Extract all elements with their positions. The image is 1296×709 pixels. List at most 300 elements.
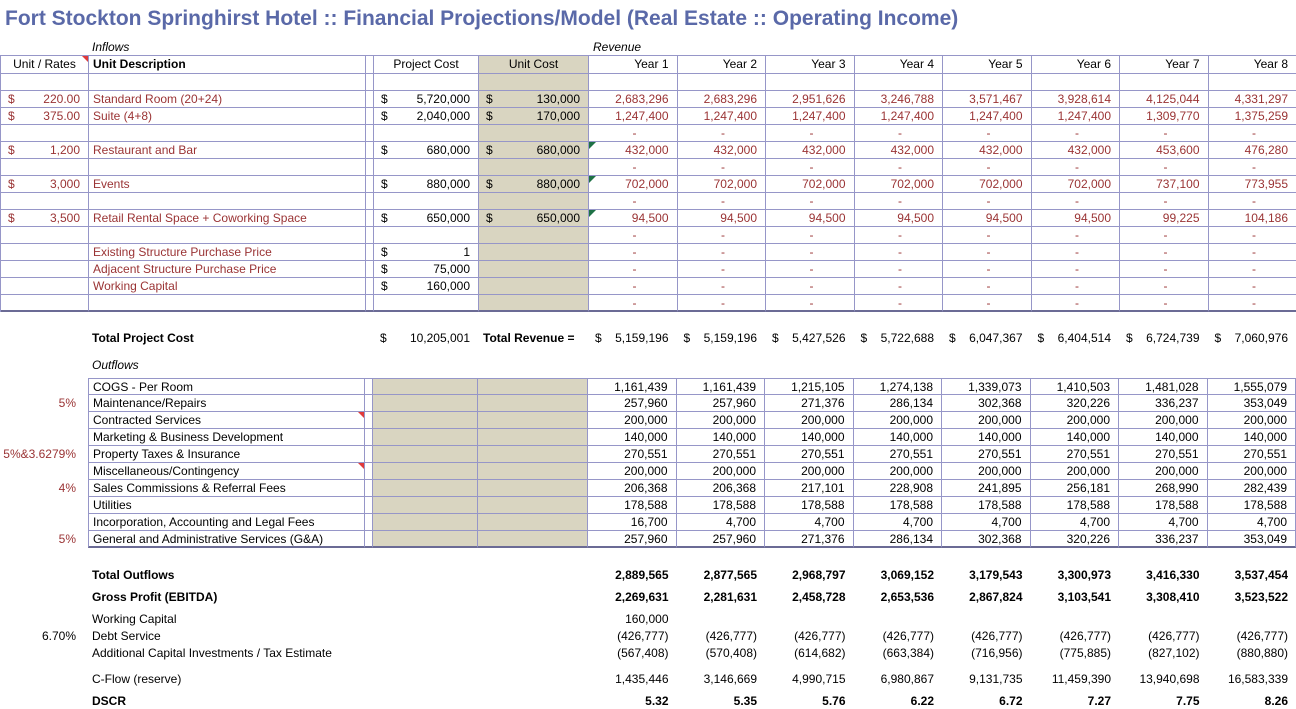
summary-value-cell[interactable]: (827,102) xyxy=(1148,646,1200,660)
year-revenue-cell[interactable] xyxy=(766,91,855,108)
summary-value-cell[interactable]: (880,880) xyxy=(1236,646,1288,660)
unit-rate-cell[interactable] xyxy=(1,227,89,244)
summary-value-cell[interactable]: 6,980,867 xyxy=(880,672,934,686)
year-outflow-cell[interactable]: 1,410,503 xyxy=(1031,378,1120,395)
year-revenue-cell[interactable] xyxy=(1120,142,1209,159)
header-year-cell[interactable]: Year 5 xyxy=(943,56,1032,74)
year-revenue-cell[interactable] xyxy=(943,227,1032,244)
outflow-description-cell[interactable] xyxy=(88,531,365,548)
year-revenue-cell[interactable] xyxy=(855,74,944,91)
year-outflow-cell[interactable]: 282,439 xyxy=(1208,480,1296,497)
summary-value-cell[interactable]: 2,458,728 xyxy=(792,590,846,604)
year-revenue-cell[interactable] xyxy=(678,91,767,108)
unit-rate-cell[interactable] xyxy=(1,210,89,227)
year-revenue-cell[interactable] xyxy=(943,108,1032,125)
year-revenue-cell[interactable] xyxy=(943,74,1032,91)
year-outflow-cell[interactable]: 217,101 xyxy=(765,480,854,497)
year-outflow-cell[interactable]: 228,908 xyxy=(854,480,943,497)
year-outflow-cell[interactable]: 270,551 xyxy=(677,446,766,463)
outflow-description-cell[interactable] xyxy=(88,412,365,429)
unit-rate-cell[interactable] xyxy=(1,108,89,125)
year-revenue-cell[interactable] xyxy=(855,176,944,193)
year-revenue-cell[interactable] xyxy=(678,193,767,210)
year-revenue-cell[interactable] xyxy=(855,261,944,278)
total-revenue-cell[interactable] xyxy=(1031,330,1120,347)
summary-value-cell[interactable]: (426,777) xyxy=(617,629,669,643)
year-revenue-cell[interactable] xyxy=(766,125,855,142)
outflow-description-cell[interactable] xyxy=(88,514,365,531)
summary-value-cell[interactable]: 3,179,543 xyxy=(969,568,1023,582)
unit-rate-cell[interactable] xyxy=(1,261,89,278)
year-outflow-cell[interactable]: 200,000 xyxy=(1208,412,1296,429)
total-revenue-cell[interactable] xyxy=(765,330,854,347)
summary-value-cell[interactable]: 2,867,824 xyxy=(969,590,1023,604)
year-revenue-cell[interactable] xyxy=(678,176,767,193)
year-outflow-cell[interactable]: 178,588 xyxy=(854,497,943,514)
year-revenue-cell[interactable] xyxy=(1032,125,1121,142)
summary-value-cell[interactable]: 7.27 xyxy=(1087,694,1111,708)
year-outflow-cell[interactable]: 241,895 xyxy=(942,480,1031,497)
unit-description-cell[interactable] xyxy=(89,125,366,142)
project-cost-cell[interactable] xyxy=(374,244,479,261)
summary-value-cell[interactable]: (426,777) xyxy=(794,629,846,643)
year-revenue-cell[interactable] xyxy=(943,91,1032,108)
summary-value-cell[interactable]: (426,777) xyxy=(1236,629,1288,643)
summary-value-cell[interactable]: 3,308,410 xyxy=(1146,590,1200,604)
unit-rate-cell[interactable] xyxy=(1,244,89,261)
year-outflow-cell[interactable]: 200,000 xyxy=(765,463,854,480)
year-revenue-cell[interactable] xyxy=(766,227,855,244)
year-outflow-cell[interactable]: 4,700 xyxy=(1119,514,1208,531)
year-revenue-cell[interactable] xyxy=(589,261,678,278)
summary-value-cell[interactable]: 6.22 xyxy=(910,694,934,708)
year-revenue-cell[interactable] xyxy=(855,193,944,210)
header-project-cost-cell[interactable]: Project Cost xyxy=(374,56,479,74)
header-unit-cost-cell[interactable]: Unit Cost xyxy=(479,56,589,74)
year-outflow-cell[interactable]: 200,000 xyxy=(677,412,766,429)
project-cost-cell[interactable] xyxy=(374,74,479,91)
year-outflow-cell[interactable]: 178,588 xyxy=(1119,497,1208,514)
project-cost-cell[interactable] xyxy=(374,278,479,295)
outflow-description-cell[interactable] xyxy=(88,446,365,463)
year-revenue-cell[interactable] xyxy=(855,108,944,125)
year-outflow-cell[interactable]: 268,990 xyxy=(1119,480,1208,497)
year-outflow-cell[interactable]: 353,049 xyxy=(1208,531,1296,548)
year-revenue-cell[interactable] xyxy=(855,125,944,142)
summary-label-cell[interactable]: Additional Capital Investments / Tax Estimate xyxy=(92,646,332,660)
year-revenue-cell[interactable] xyxy=(766,176,855,193)
summary-value-cell[interactable]: (426,777) xyxy=(971,629,1023,643)
unit-cost-cell[interactable] xyxy=(478,514,588,531)
year-revenue-cell[interactable] xyxy=(1120,295,1209,312)
unit-cost-cell[interactable] xyxy=(478,446,588,463)
year-revenue-cell[interactable] xyxy=(943,142,1032,159)
unit-description-cell[interactable] xyxy=(89,193,366,210)
year-revenue-cell[interactable] xyxy=(589,176,678,193)
year-revenue-cell[interactable] xyxy=(589,244,678,261)
unit-cost-cell[interactable] xyxy=(479,295,589,312)
summary-label-cell[interactable]: Debt Service xyxy=(92,629,161,643)
year-outflow-cell[interactable]: 302,368 xyxy=(942,395,1031,412)
unit-cost-cell[interactable] xyxy=(479,193,589,210)
year-outflow-cell[interactable]: 257,960 xyxy=(677,395,766,412)
summary-value-cell[interactable]: 4,990,715 xyxy=(792,672,846,686)
year-outflow-cell[interactable]: 178,588 xyxy=(588,497,677,514)
year-outflow-cell[interactable]: 1,555,079 xyxy=(1208,378,1296,395)
year-revenue-cell[interactable] xyxy=(766,74,855,91)
unit-cost-cell[interactable] xyxy=(478,395,588,412)
summary-label-cell[interactable]: C-Flow (reserve) xyxy=(92,672,182,686)
year-outflow-cell[interactable]: 336,237 xyxy=(1119,395,1208,412)
project-cost-cell[interactable] xyxy=(373,429,478,446)
year-revenue-cell[interactable] xyxy=(1209,125,1296,142)
year-revenue-cell[interactable] xyxy=(943,278,1032,295)
year-revenue-cell[interactable] xyxy=(1032,227,1121,244)
year-revenue-cell[interactable] xyxy=(678,125,767,142)
summary-label-cell[interactable]: Gross Profit (EBITDA) xyxy=(92,590,218,604)
year-revenue-cell[interactable] xyxy=(589,295,678,312)
unit-rate-cell[interactable] xyxy=(1,125,89,142)
header-unit-rates-cell[interactable] xyxy=(1,56,89,74)
year-revenue-cell[interactable] xyxy=(678,74,767,91)
year-revenue-cell[interactable] xyxy=(1120,91,1209,108)
year-revenue-cell[interactable] xyxy=(1032,91,1121,108)
total-project-cost-cell[interactable] xyxy=(373,330,478,347)
summary-value-cell[interactable]: 3,523,522 xyxy=(1234,590,1288,604)
year-outflow-cell[interactable]: 178,588 xyxy=(1031,497,1120,514)
year-revenue-cell[interactable] xyxy=(589,91,678,108)
year-outflow-cell[interactable]: 4,700 xyxy=(1031,514,1120,531)
year-outflow-cell[interactable]: 200,000 xyxy=(854,463,943,480)
project-cost-cell[interactable] xyxy=(373,378,478,395)
year-outflow-cell[interactable]: 178,588 xyxy=(765,497,854,514)
year-outflow-cell[interactable]: 286,134 xyxy=(854,531,943,548)
summary-value-cell[interactable]: 13,940,698 xyxy=(1139,672,1200,686)
year-revenue-cell[interactable] xyxy=(943,176,1032,193)
outflow-description-cell[interactable] xyxy=(88,429,365,446)
project-cost-cell[interactable] xyxy=(374,295,479,312)
year-revenue-cell[interactable] xyxy=(1120,210,1209,227)
year-revenue-cell[interactable] xyxy=(1120,125,1209,142)
year-revenue-cell[interactable] xyxy=(943,159,1032,176)
year-outflow-cell[interactable]: 270,551 xyxy=(942,446,1031,463)
year-outflow-cell[interactable]: 286,134 xyxy=(854,395,943,412)
year-outflow-cell[interactable]: 178,588 xyxy=(942,497,1031,514)
unit-description-cell[interactable] xyxy=(89,278,366,295)
year-revenue-cell[interactable] xyxy=(855,91,944,108)
year-outflow-cell[interactable]: 200,000 xyxy=(942,412,1031,429)
outflow-description-cell[interactable] xyxy=(88,378,365,395)
total-revenue-cell[interactable] xyxy=(1208,330,1296,347)
year-outflow-cell[interactable]: 257,960 xyxy=(588,395,677,412)
year-revenue-cell[interactable] xyxy=(855,159,944,176)
year-outflow-cell[interactable]: 270,551 xyxy=(1031,446,1120,463)
year-revenue-cell[interactable] xyxy=(766,244,855,261)
year-revenue-cell[interactable] xyxy=(589,142,678,159)
year-revenue-cell[interactable] xyxy=(766,159,855,176)
summary-value-cell[interactable]: 6.72 xyxy=(999,694,1023,708)
year-revenue-cell[interactable] xyxy=(1032,159,1121,176)
year-outflow-cell[interactable]: 320,226 xyxy=(1031,395,1120,412)
unit-cost-cell[interactable] xyxy=(478,497,588,514)
year-revenue-cell[interactable] xyxy=(1032,108,1121,125)
summary-value-cell[interactable]: (426,777) xyxy=(705,629,757,643)
year-outflow-cell[interactable]: 140,000 xyxy=(588,429,677,446)
summary-value-cell[interactable]: 2,653,536 xyxy=(880,590,934,604)
project-cost-cell[interactable] xyxy=(373,480,478,497)
year-outflow-cell[interactable]: 4,700 xyxy=(942,514,1031,531)
year-revenue-cell[interactable] xyxy=(943,210,1032,227)
summary-value-cell[interactable] xyxy=(677,611,766,628)
year-outflow-cell[interactable]: 302,368 xyxy=(942,531,1031,548)
year-outflow-cell[interactable]: 4,700 xyxy=(677,514,766,531)
summary-label-cell[interactable]: Working Capital xyxy=(92,612,177,626)
year-revenue-cell[interactable] xyxy=(1209,74,1296,91)
year-outflow-cell[interactable]: 200,000 xyxy=(1031,412,1120,429)
summary-label-cell[interactable]: Total Outflows xyxy=(92,568,175,582)
year-outflow-cell[interactable]: 257,960 xyxy=(588,531,677,548)
year-outflow-cell[interactable]: 4,700 xyxy=(854,514,943,531)
project-cost-cell[interactable] xyxy=(374,210,479,227)
year-revenue-cell[interactable] xyxy=(1120,74,1209,91)
year-revenue-cell[interactable] xyxy=(678,142,767,159)
year-revenue-cell[interactable] xyxy=(1032,244,1121,261)
year-outflow-cell[interactable]: 336,237 xyxy=(1119,531,1208,548)
project-cost-cell[interactable] xyxy=(374,227,479,244)
summary-value-cell[interactable] xyxy=(1119,611,1208,628)
year-outflow-cell[interactable]: 140,000 xyxy=(942,429,1031,446)
unit-cost-cell[interactable] xyxy=(478,412,588,429)
summary-value-cell[interactable] xyxy=(942,611,1031,628)
summary-value-cell[interactable]: (426,777) xyxy=(1148,629,1200,643)
unit-cost-cell[interactable] xyxy=(479,176,589,193)
year-outflow-cell[interactable]: 320,226 xyxy=(1031,531,1120,548)
summary-value-cell[interactable]: (614,682) xyxy=(794,646,846,660)
year-outflow-cell[interactable]: 270,551 xyxy=(765,446,854,463)
year-revenue-cell[interactable] xyxy=(766,278,855,295)
unit-cost-cell[interactable] xyxy=(479,244,589,261)
year-revenue-cell[interactable] xyxy=(766,261,855,278)
year-revenue-cell[interactable] xyxy=(589,159,678,176)
year-outflow-cell[interactable]: 270,551 xyxy=(588,446,677,463)
year-revenue-cell[interactable] xyxy=(855,295,944,312)
unit-description-cell[interactable] xyxy=(89,108,366,125)
unit-rate-cell[interactable] xyxy=(1,176,89,193)
summary-value-cell[interactable]: (426,777) xyxy=(1059,629,1111,643)
summary-value-cell[interactable]: 9,131,735 xyxy=(969,672,1023,686)
summary-value-cell[interactable]: (567,408) xyxy=(617,646,669,660)
outflow-description-cell[interactable] xyxy=(88,463,365,480)
unit-cost-cell[interactable] xyxy=(478,378,588,395)
summary-value-cell[interactable]: 5.32 xyxy=(645,694,669,708)
year-outflow-cell[interactable]: 1,274,138 xyxy=(854,378,943,395)
outflow-description-cell[interactable] xyxy=(88,497,365,514)
year-revenue-cell[interactable] xyxy=(678,261,767,278)
unit-cost-cell[interactable] xyxy=(479,74,589,91)
project-cost-cell[interactable] xyxy=(374,176,479,193)
summary-value-cell[interactable]: 3,069,152 xyxy=(880,568,934,582)
year-revenue-cell[interactable] xyxy=(1120,261,1209,278)
summary-value-cell[interactable]: 5.76 xyxy=(822,694,846,708)
year-revenue-cell[interactable] xyxy=(855,244,944,261)
year-revenue-cell[interactable] xyxy=(1120,244,1209,261)
header-unit-description-cell[interactable]: Unit Description xyxy=(89,56,366,74)
year-outflow-cell[interactable]: 140,000 xyxy=(677,429,766,446)
unit-cost-cell[interactable] xyxy=(479,210,589,227)
unit-rate-cell[interactable] xyxy=(1,159,89,176)
year-revenue-cell[interactable] xyxy=(1209,227,1296,244)
year-outflow-cell[interactable]: 1,481,028 xyxy=(1119,378,1208,395)
year-revenue-cell[interactable] xyxy=(766,142,855,159)
year-revenue-cell[interactable] xyxy=(1209,142,1296,159)
header-year-cell[interactable]: Year 8 xyxy=(1209,56,1296,74)
project-cost-cell[interactable] xyxy=(374,91,479,108)
year-revenue-cell[interactable] xyxy=(1209,91,1296,108)
year-revenue-cell[interactable] xyxy=(1032,210,1121,227)
year-revenue-cell[interactable] xyxy=(678,244,767,261)
header-year-cell[interactable]: Year 3 xyxy=(766,56,855,74)
year-outflow-cell[interactable]: 257,960 xyxy=(677,531,766,548)
year-outflow-cell[interactable]: 4,700 xyxy=(1208,514,1296,531)
year-outflow-cell[interactable]: 353,049 xyxy=(1208,395,1296,412)
summary-value-cell[interactable] xyxy=(1031,611,1120,628)
year-revenue-cell[interactable] xyxy=(1209,108,1296,125)
year-outflow-cell[interactable]: 178,588 xyxy=(1208,497,1296,514)
year-outflow-cell[interactable]: 140,000 xyxy=(854,429,943,446)
summary-value-cell[interactable]: 16,583,339 xyxy=(1227,672,1288,686)
unit-description-cell[interactable] xyxy=(89,142,366,159)
year-revenue-cell[interactable] xyxy=(589,108,678,125)
project-cost-cell[interactable] xyxy=(373,514,478,531)
header-year-cell[interactable]: Year 2 xyxy=(678,56,767,74)
year-outflow-cell[interactable]: 1,339,073 xyxy=(942,378,1031,395)
year-revenue-cell[interactable] xyxy=(1120,159,1209,176)
project-cost-cell[interactable] xyxy=(374,193,479,210)
year-revenue-cell[interactable] xyxy=(678,278,767,295)
year-outflow-cell[interactable]: 200,000 xyxy=(1119,463,1208,480)
summary-value-cell[interactable]: (716,956) xyxy=(971,646,1023,660)
year-outflow-cell[interactable]: 200,000 xyxy=(854,412,943,429)
unit-rate-cell[interactable] xyxy=(1,193,89,210)
summary-value-cell[interactable]: 7.75 xyxy=(1176,694,1200,708)
year-revenue-cell[interactable] xyxy=(678,295,767,312)
year-revenue-cell[interactable] xyxy=(1032,193,1121,210)
header-year-cell[interactable]: Year 1 xyxy=(589,56,678,74)
year-revenue-cell[interactable] xyxy=(589,125,678,142)
project-cost-cell[interactable] xyxy=(373,531,478,548)
year-outflow-cell[interactable]: 200,000 xyxy=(588,412,677,429)
total-revenue-cell[interactable] xyxy=(1119,330,1208,347)
unit-cost-cell[interactable] xyxy=(478,480,588,497)
year-revenue-cell[interactable] xyxy=(1209,159,1296,176)
summary-value-cell[interactable]: 2,968,797 xyxy=(792,568,846,582)
total-project-cost-label[interactable]: Total Project Cost xyxy=(92,331,194,345)
unit-description-cell[interactable] xyxy=(89,244,366,261)
header-year-cell[interactable]: Year 4 xyxy=(855,56,944,74)
summary-value-cell[interactable]: 3,416,330 xyxy=(1146,568,1200,582)
unit-rate-cell[interactable] xyxy=(1,142,89,159)
total-revenue-cell[interactable] xyxy=(677,330,766,347)
year-outflow-cell[interactable]: 271,376 xyxy=(765,531,854,548)
year-revenue-cell[interactable] xyxy=(855,278,944,295)
header-year-cell[interactable]: Year 6 xyxy=(1032,56,1121,74)
year-outflow-cell[interactable]: 140,000 xyxy=(765,429,854,446)
total-revenue-label[interactable]: Total Revenue = xyxy=(483,331,575,345)
year-revenue-cell[interactable] xyxy=(1120,227,1209,244)
year-revenue-cell[interactable] xyxy=(1032,176,1121,193)
year-outflow-cell[interactable]: 200,000 xyxy=(677,463,766,480)
unit-cost-cell[interactable] xyxy=(478,463,588,480)
summary-value-cell[interactable]: 8.26 xyxy=(1264,694,1288,708)
year-revenue-cell[interactable] xyxy=(1032,278,1121,295)
summary-value-cell[interactable]: 3,103,541 xyxy=(1057,590,1111,604)
year-revenue-cell[interactable] xyxy=(943,295,1032,312)
year-revenue-cell[interactable] xyxy=(1209,295,1296,312)
year-outflow-cell[interactable]: 1,161,439 xyxy=(588,378,677,395)
summary-value-cell[interactable]: 1,435,446 xyxy=(615,672,669,686)
unit-description-cell[interactable] xyxy=(89,227,366,244)
year-revenue-cell[interactable] xyxy=(1032,74,1121,91)
year-revenue-cell[interactable] xyxy=(1120,108,1209,125)
year-revenue-cell[interactable] xyxy=(678,227,767,244)
year-revenue-cell[interactable] xyxy=(855,227,944,244)
total-revenue-cell[interactable] xyxy=(854,330,943,347)
year-outflow-cell[interactable]: 140,000 xyxy=(1031,429,1120,446)
header-year-cell[interactable]: Year 7 xyxy=(1120,56,1209,74)
year-outflow-cell[interactable]: 270,551 xyxy=(854,446,943,463)
year-revenue-cell[interactable] xyxy=(589,227,678,244)
year-outflow-cell[interactable]: 140,000 xyxy=(1208,429,1296,446)
year-revenue-cell[interactable] xyxy=(766,108,855,125)
year-outflow-cell[interactable]: 140,000 xyxy=(1119,429,1208,446)
year-revenue-cell[interactable] xyxy=(589,74,678,91)
year-revenue-cell[interactable] xyxy=(589,193,678,210)
summary-value-cell[interactable]: (570,408) xyxy=(705,646,757,660)
year-outflow-cell[interactable]: 4,700 xyxy=(765,514,854,531)
unit-description-cell[interactable] xyxy=(89,210,366,227)
year-revenue-cell[interactable] xyxy=(943,244,1032,261)
year-revenue-cell[interactable] xyxy=(1209,244,1296,261)
project-cost-cell[interactable] xyxy=(373,463,478,480)
year-revenue-cell[interactable] xyxy=(766,295,855,312)
project-cost-cell[interactable] xyxy=(373,446,478,463)
outflow-description-cell[interactable] xyxy=(88,395,365,412)
year-revenue-cell[interactable] xyxy=(1120,193,1209,210)
unit-cost-cell[interactable] xyxy=(479,261,589,278)
year-outflow-cell[interactable]: 1,215,105 xyxy=(765,378,854,395)
summary-value-cell[interactable]: 160,000 xyxy=(625,612,669,626)
summary-value-cell[interactable]: (775,885) xyxy=(1059,646,1111,660)
year-outflow-cell[interactable]: 178,588 xyxy=(677,497,766,514)
year-outflow-cell[interactable]: 1,161,439 xyxy=(677,378,766,395)
unit-cost-cell[interactable] xyxy=(479,125,589,142)
summary-value-cell[interactable]: 2,877,565 xyxy=(703,568,757,582)
year-revenue-cell[interactable] xyxy=(943,125,1032,142)
year-outflow-cell[interactable]: 270,551 xyxy=(1119,446,1208,463)
unit-cost-cell[interactable] xyxy=(478,429,588,446)
year-outflow-cell[interactable]: 256,181 xyxy=(1031,480,1120,497)
year-revenue-cell[interactable] xyxy=(678,210,767,227)
summary-value-cell[interactable]: 2,269,631 xyxy=(615,590,669,604)
unit-cost-cell[interactable] xyxy=(479,278,589,295)
year-outflow-cell[interactable]: 200,000 xyxy=(765,412,854,429)
year-outflow-cell[interactable]: 200,000 xyxy=(1031,463,1120,480)
year-revenue-cell[interactable] xyxy=(943,193,1032,210)
total-revenue-cell[interactable] xyxy=(942,330,1031,347)
unit-description-cell[interactable] xyxy=(89,261,366,278)
summary-value-cell[interactable]: (663,384) xyxy=(882,646,934,660)
year-revenue-cell[interactable] xyxy=(589,278,678,295)
